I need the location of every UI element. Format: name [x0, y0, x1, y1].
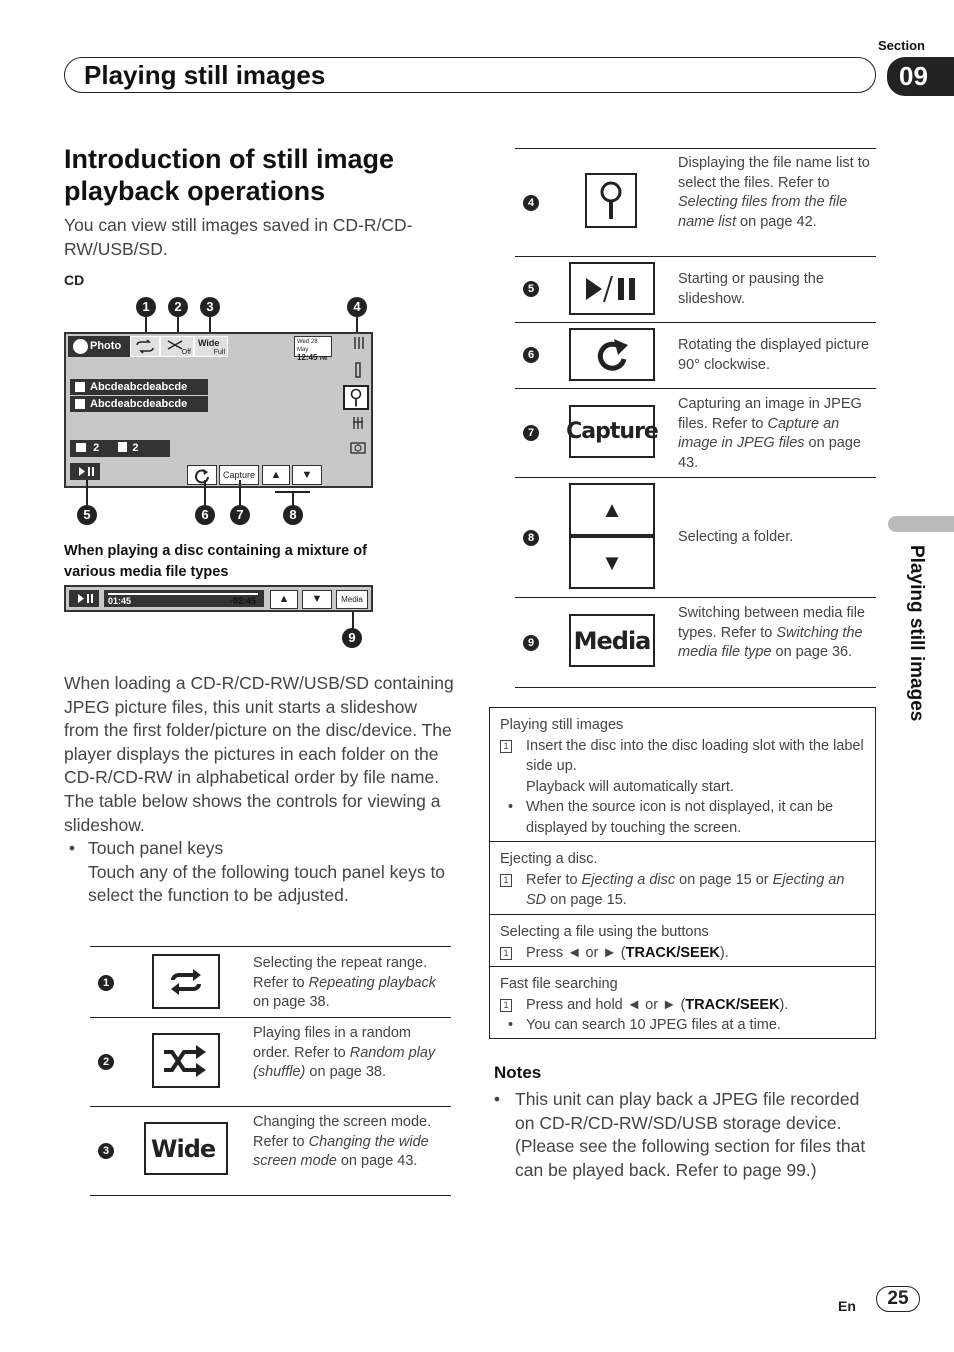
- rotate-icon: [590, 335, 634, 375]
- play-pause-button[interactable]: [70, 463, 100, 480]
- body-paragraph: When loading a CD-R/CD-RW/USB/SD containing JPEG picture files, this unit starts a slideshow from the first folder/picture on the disc/device. The player displays the pictures in each folder on the CD-R/CD-RW in alphabetical order by file name.: [64, 673, 454, 788]
- procedure-title: Selecting a file using the buttons: [500, 924, 709, 940]
- step-number: 1: [500, 874, 512, 887]
- row-number: 9: [523, 635, 539, 651]
- page-number: 25: [876, 1286, 920, 1312]
- time-suffix: PM: [319, 356, 328, 362]
- elapsed-time: 01:45: [108, 596, 132, 606]
- table-row: [90, 1018, 451, 1107]
- table-row: [515, 478, 876, 598]
- folder-up-button[interactable]: ▲: [262, 465, 290, 485]
- table-row: [515, 257, 876, 323]
- remaining-time: -02:45: [230, 596, 257, 606]
- procedure-fast-search: Fast file searching 1 Press and hold ◄ or ► (TRACK/SEEK). • You can search 10 JPEG files at a time.: [489, 967, 876, 1039]
- folder-up-key[interactable]: ▲: [569, 483, 655, 536]
- procedure-bullet: You can search 10 JPEG files at a time.: [526, 1017, 781, 1033]
- row-description: Changing the screen mode. Refer to Changing the wide screen mode on page 43.: [253, 1114, 432, 1169]
- row-number: 1: [98, 975, 114, 991]
- callout-9: 9: [342, 628, 362, 648]
- media-key[interactable]: [569, 614, 655, 667]
- bullet-dot: •: [64, 838, 75, 859]
- bar-icon: [349, 361, 367, 379]
- media-label: Media: [573, 626, 651, 655]
- wide-label: Wide: [151, 1134, 216, 1163]
- folder-down-button[interactable]: ▼: [292, 465, 322, 485]
- search-button[interactable]: [343, 385, 369, 410]
- intro-subtitle: You can view still images saved in CD-R/CD-RW/USB/SD.: [64, 215, 413, 259]
- procedure-step: Insert the disc into the disc loading slot with the label side up.: [526, 737, 864, 774]
- repeat-button[interactable]: [130, 336, 160, 357]
- step-number: 1: [500, 947, 512, 960]
- row-description: Selecting the repeat range. Refer to Repeating playback on page 38.: [253, 955, 436, 1010]
- list-icon: [349, 334, 367, 352]
- callout-line: [86, 480, 88, 505]
- play-pause-icon: [70, 463, 100, 480]
- intro-title: Introduction of still image playback operations: [64, 144, 394, 206]
- file-count: 2: [132, 442, 139, 454]
- callout-7: 7: [230, 505, 250, 525]
- table-row: [90, 1107, 451, 1196]
- source-label: Photo: [90, 340, 122, 352]
- file-name: Abcdeabcdeabcde: [90, 381, 188, 393]
- section-number: 09: [887, 57, 954, 96]
- rotate-button[interactable]: [187, 465, 217, 485]
- folder-count: 2: [93, 442, 100, 454]
- mix-caption: When playing a disc containing a mixture of various media file types: [64, 543, 367, 580]
- callout-8: 8: [283, 505, 303, 525]
- table-row: [515, 148, 876, 257]
- callout-4: 4: [347, 297, 367, 317]
- search-icon: [345, 387, 367, 408]
- folder-icon: [75, 382, 85, 392]
- procedure-selecting: Selecting a file using the buttons 1 Press ◄ or ► (TRACK/SEEK).: [489, 915, 876, 967]
- body-paragraph: The table below shows the controls for viewing a slideshow.: [64, 790, 441, 835]
- callout-5: 5: [77, 505, 97, 525]
- list-item[interactable]: [70, 396, 208, 412]
- mixed-media-bar: [64, 585, 373, 612]
- procedure-ejecting: Ejecting a disc. 1 Refer to Ejecting a disc on page 15 or Ejecting an SD on page 15.: [489, 842, 876, 915]
- repeat-icon: [131, 337, 159, 356]
- play-pause-icon: [582, 272, 642, 306]
- rotate-key[interactable]: [569, 328, 655, 381]
- rotate-icon: [188, 466, 216, 484]
- side-tab-label: Playing still images: [906, 545, 927, 722]
- date-text: Wed 28 May: [297, 339, 318, 353]
- shuffle-icon: [160, 1044, 212, 1078]
- play-pause-button[interactable]: [69, 590, 99, 607]
- row-description: Displaying the file name list to select the files. Refer to Selecting files from the file name list on page 42.: [678, 155, 870, 230]
- side-tab: [888, 516, 954, 532]
- table-row: [515, 598, 876, 688]
- procedure-substep: Playback will automatically start.: [526, 778, 734, 795]
- callout-bracket: [275, 491, 310, 493]
- file-name: Abcdeabcdeabcde: [90, 398, 188, 410]
- cd-label: CD: [64, 272, 85, 288]
- screen-mockup: [64, 332, 373, 488]
- clock-display: [294, 336, 332, 362]
- table-row: [515, 389, 876, 478]
- body-text: [64, 672, 456, 908]
- row-description: Rotating the displayed picture 90° clockwise.: [678, 337, 870, 373]
- row-description: Starting or pausing the slideshow.: [678, 271, 824, 307]
- callout-line: [292, 492, 294, 505]
- play-pause-key[interactable]: [569, 262, 655, 315]
- folder-icon: [76, 443, 86, 452]
- count-bar: [70, 440, 170, 457]
- wide-key[interactable]: [144, 1122, 228, 1175]
- folder-down-key[interactable]: ▼: [569, 536, 655, 589]
- callout-line: [239, 480, 241, 505]
- camera-icon: [349, 438, 367, 456]
- capture-button[interactable]: Capture: [219, 465, 259, 485]
- procedure-bullet: When the source icon is not displayed, it can be displayed by touching the screen.: [526, 799, 834, 836]
- row-description: Switching between media file types. Refer to Switching the media file type on page 36.: [678, 605, 865, 660]
- row-description: Playing files in a random order. Refer to Random play (shuffle) on page 38.: [253, 1025, 436, 1080]
- wide-button[interactable]: [194, 336, 228, 357]
- capture-key[interactable]: [566, 405, 658, 458]
- source-photo: [68, 336, 130, 357]
- bullet-title: Touch panel keys: [88, 838, 224, 859]
- media-button[interactable]: Media: [336, 590, 368, 609]
- repeat-icon: [165, 967, 207, 997]
- callout-1: 1: [136, 297, 156, 317]
- row-number: 2: [98, 1054, 114, 1070]
- procedure-title: Playing still images: [500, 717, 624, 733]
- row-number: 5: [523, 281, 539, 297]
- play-pause-icon: [69, 590, 99, 607]
- callout-line: [204, 480, 206, 505]
- table-row: [515, 323, 876, 389]
- capture-label: Capture: [566, 419, 658, 444]
- step-number: 1: [500, 740, 512, 753]
- row-number: 7: [523, 425, 539, 441]
- folder-down-button[interactable]: ▼: [302, 590, 332, 609]
- row-number: 3: [98, 1143, 114, 1159]
- file-icon: [75, 399, 85, 409]
- disc-icon: [73, 339, 88, 354]
- notes-title: Notes: [494, 1063, 542, 1082]
- procedure-title: Ejecting a disc.: [500, 851, 598, 867]
- row-number: 4: [523, 195, 539, 211]
- callout-3: 3: [200, 297, 220, 317]
- procedure-playing: Playing still images 1 Insert the disc into the disc loading slot with the label side up. Playback will automatically start. • When the source icon is not displayed, it can be displayed by touching the screen.: [489, 707, 876, 842]
- procedure-title: Fast file searching: [500, 976, 618, 992]
- section-label: Section: [878, 38, 925, 53]
- folder-up-button[interactable]: ▲: [270, 590, 298, 609]
- time-text: 12:45: [297, 353, 318, 362]
- page-title: Playing still images: [84, 60, 326, 90]
- row-description: Capturing an image in JPEG files. Refer to Capture an image in JPEG files on page 43.: [678, 396, 862, 471]
- shuffle-button[interactable]: [160, 336, 194, 357]
- full-label: Full: [213, 349, 225, 356]
- settings-icon: [349, 414, 367, 432]
- row-description: Selecting a folder.: [678, 529, 794, 545]
- step-number: 1: [500, 999, 512, 1012]
- shuffle-key[interactable]: [152, 1033, 220, 1088]
- file-icon: [118, 442, 127, 452]
- callout-6: 6: [195, 505, 215, 525]
- notes-text: • This unit can play back a JPEG file recorded on CD-R/CD-RW/SD/USB storage device. (Please see the following section for files that can be played back. Refer to page 99.): [489, 1089, 866, 1180]
- search-icon: [596, 180, 626, 222]
- off-label: Off: [181, 349, 191, 356]
- wide-label: Wide: [198, 338, 220, 348]
- search-key[interactable]: [585, 173, 637, 228]
- row-number: 6: [523, 347, 539, 363]
- list-item[interactable]: [70, 379, 208, 395]
- table-row: [90, 946, 451, 1018]
- bullet-text: Touch any of the following touch panel keys to select the function to be adjusted.: [88, 861, 446, 906]
- row-number: 8: [523, 530, 539, 546]
- callout-2: 2: [168, 297, 188, 317]
- repeat-key[interactable]: [152, 954, 220, 1009]
- progress-bar: [108, 593, 258, 595]
- footer-language: En: [838, 1298, 856, 1314]
